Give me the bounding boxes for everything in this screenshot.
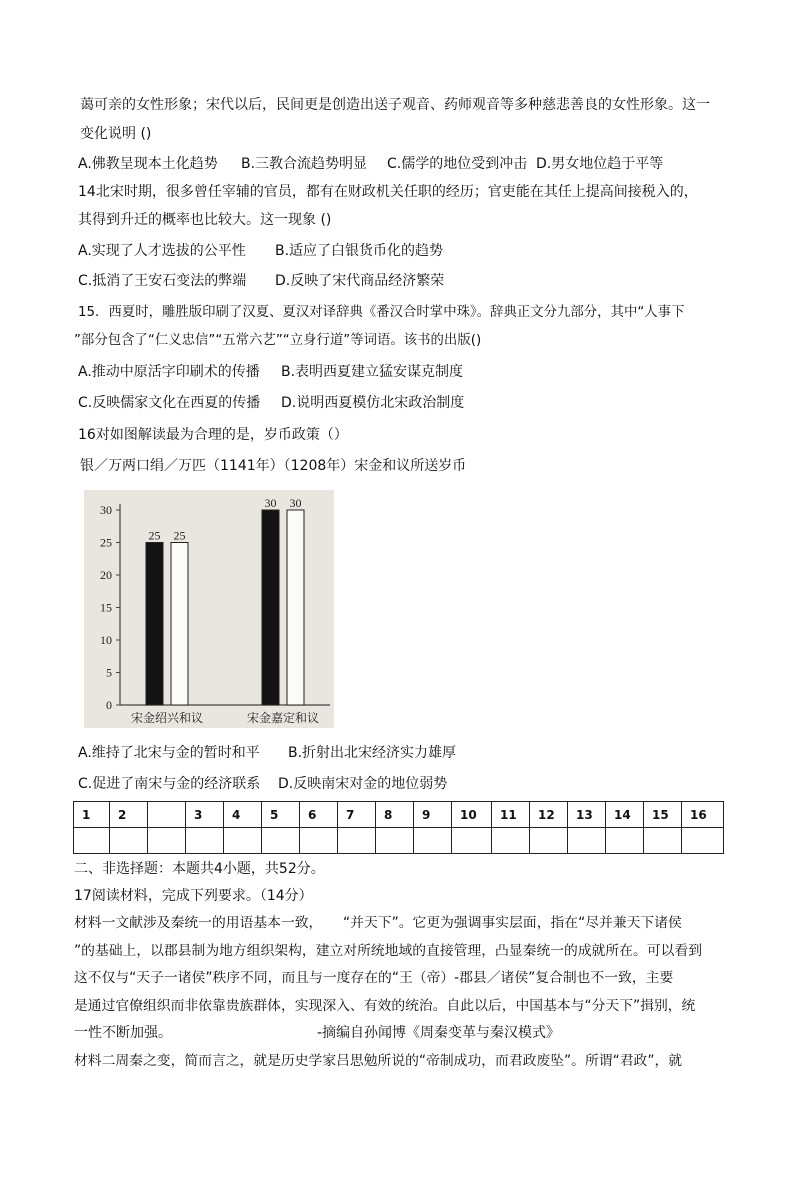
option-d: D.说明西夏模仿北宋政治制度	[281, 395, 465, 411]
option-b: B.表明西夏建立猛安谋克制度	[281, 364, 464, 380]
material-line: 材料一文献涉及秦统一的用语基本一致， “并天下”。它更为强调事实层面，指在“尽并兼天下诸侯	[74, 915, 682, 931]
option-d: D.反映了宋代商品经济繁荣	[275, 273, 445, 289]
header-cell	[148, 802, 186, 828]
q16-caption: 银／万两口绢／万匹（1141年）（1208年）宋金和议所送岁币	[80, 458, 467, 474]
material-source: -摘编自孙闻博《周秦变革与秦汉模式》	[317, 1025, 561, 1041]
header-cell: 1	[74, 802, 110, 828]
bar-value-label: 25	[173, 528, 186, 543]
q16-stem: 16对如图解读最为合理的是，岁币政策（）	[78, 427, 348, 443]
bar-chart	[84, 490, 334, 728]
option-b: B.适应了白银货币化的趋势	[275, 243, 444, 259]
text-line: 变化说明 ()	[80, 126, 152, 142]
answer-cell[interactable]	[74, 828, 110, 854]
option-b: B.折射出北宋经济实力雄厚	[288, 745, 457, 761]
answer-cell[interactable]	[452, 828, 492, 854]
answer-cell[interactable]	[530, 828, 568, 854]
header-cell: 14	[606, 802, 644, 828]
material-line: 是通过官僚组织而非依靠贵族群体，实现深入、有效的统治。自此以后，中国基本与“分天下”揖别，统	[74, 998, 696, 1014]
header-cell: 3	[186, 802, 224, 828]
answer-table-header-row	[74, 802, 724, 828]
option-b: B.三教合流趋势明显	[241, 156, 368, 172]
material-line: ”的基础上，以郡县制为地方组织架构，建立对所统地域的直接管理，凸显秦统一的成就所在。可以看到	[74, 943, 703, 959]
y-tick-label: 10	[100, 633, 112, 647]
header-cell: 16	[682, 802, 724, 828]
text-line: 蔼可亲的女性形象；宋代以后，民间更是创造出送子观音、药师观音等多种慈悲善良的女性形象。这一	[80, 97, 710, 113]
answer-cell[interactable]	[414, 828, 452, 854]
header-cell: 8	[376, 802, 414, 828]
answer-cell[interactable]	[300, 828, 338, 854]
header-cell: 2	[110, 802, 148, 828]
answer-cell[interactable]	[186, 828, 224, 854]
material-line: 材料二周秦之变，简而言之，就是历史学家吕思勉所说的“帝制成功，而君政废坠”。所谓“君政”，就	[74, 1053, 683, 1069]
bar-value-label: 30	[289, 496, 302, 510]
chart-photo	[84, 490, 334, 728]
option-a: A.实现了人才选拔的公平性	[78, 243, 246, 259]
header-cell: 5	[262, 802, 300, 828]
answer-cell[interactable]	[492, 828, 530, 854]
q14-stem: 14北宋时期，很多曾任宰辅的官员，都有在财政机关任职的经历；官吏能在其任上提高间接税入的，	[78, 184, 698, 200]
y-tick-label: 25	[100, 535, 112, 550]
x-category-label: 宋金嘉定和议	[246, 711, 320, 725]
q14-options	[78, 241, 443, 261]
header-cell: 11	[492, 802, 530, 828]
q17-stem: 17阅读材料，完成下列要求。（14分）	[74, 888, 313, 904]
y-tick-label: 0	[106, 698, 112, 712]
q14-stem: 其得到升迁的概率也比较大。这一现象 ()	[78, 212, 332, 228]
header-cell: 4	[224, 802, 262, 828]
header-cell: 10	[452, 802, 492, 828]
q14-options	[78, 271, 444, 291]
y-tick-label: 20	[100, 568, 112, 582]
q16-options	[78, 774, 447, 794]
answer-cell[interactable]	[148, 828, 186, 854]
answer-cell[interactable]	[644, 828, 682, 854]
option-c: C.抵消了王安石变法的弊端	[78, 273, 247, 289]
option-c: C.反映儒家文化在西夏的传播	[78, 395, 261, 411]
q15-stem: 15．西夏时，雕胜版印刷了汉夏、夏汉对译辞典《番汉合时掌中珠》。辞典正文分九部分，其中“人事下	[78, 305, 685, 320]
answer-table-blank-row	[74, 828, 724, 854]
bar	[262, 510, 279, 705]
header-cell: 15	[644, 802, 682, 828]
option-c: C.儒学的地位受到冲击	[387, 156, 528, 172]
q15-options	[78, 362, 463, 382]
header-cell: 7	[338, 802, 376, 828]
header-cell: 13	[568, 802, 606, 828]
answer-cell[interactable]	[338, 828, 376, 854]
answer-cell[interactable]	[376, 828, 414, 854]
q15-stem: ”部分包含了“仁义忠信”“五常六艺”“立身行道”等词语。该书的出版()	[74, 333, 482, 348]
option-a: A.佛教呈现本土化趋势	[78, 156, 218, 172]
bar	[287, 510, 304, 705]
bar-value-label: 25	[148, 528, 161, 543]
option-c: C.促进了南宋与金的经济联系	[78, 776, 261, 792]
answer-cell[interactable]	[568, 828, 606, 854]
answer-cell[interactable]	[110, 828, 148, 854]
header-cell: 9	[414, 802, 452, 828]
option-a: A.维持了北宋与金的暂时和平	[78, 745, 260, 761]
option-d: D.反映南宋对金的地位弱势	[278, 776, 448, 792]
option-d: D.男女地位趋于平等	[536, 156, 664, 172]
q15-options	[78, 393, 464, 413]
bar	[146, 543, 163, 706]
answer-table	[73, 801, 724, 854]
bar-value-label: 30	[264, 496, 277, 510]
answer-cell[interactable]	[682, 828, 724, 854]
q16-options	[78, 743, 456, 763]
y-tick-label: 15	[100, 600, 112, 615]
bar	[171, 543, 188, 706]
q13-options	[78, 154, 663, 174]
answer-cell[interactable]	[224, 828, 262, 854]
material-line: 一性不断加强。	[74, 1025, 172, 1041]
material-line: 这不仅与“天子一诸侯”秩序不同，而且与一度存在的“王（帝）-郡县／诸侯”复合制也不一致，主要	[74, 970, 674, 986]
answer-cell[interactable]	[606, 828, 644, 854]
section-title: 二、非选择题：本题共4小题，共52分。	[74, 861, 325, 877]
y-tick-label: 5	[106, 665, 112, 680]
header-cell: 12	[530, 802, 568, 828]
x-category-label: 宋金绍兴和议	[130, 711, 204, 725]
answer-cell[interactable]	[262, 828, 300, 854]
option-a: A.推动中原活字印刷术的传播	[78, 364, 260, 380]
header-cell: 6	[300, 802, 338, 828]
y-tick-label: 30	[100, 503, 112, 517]
